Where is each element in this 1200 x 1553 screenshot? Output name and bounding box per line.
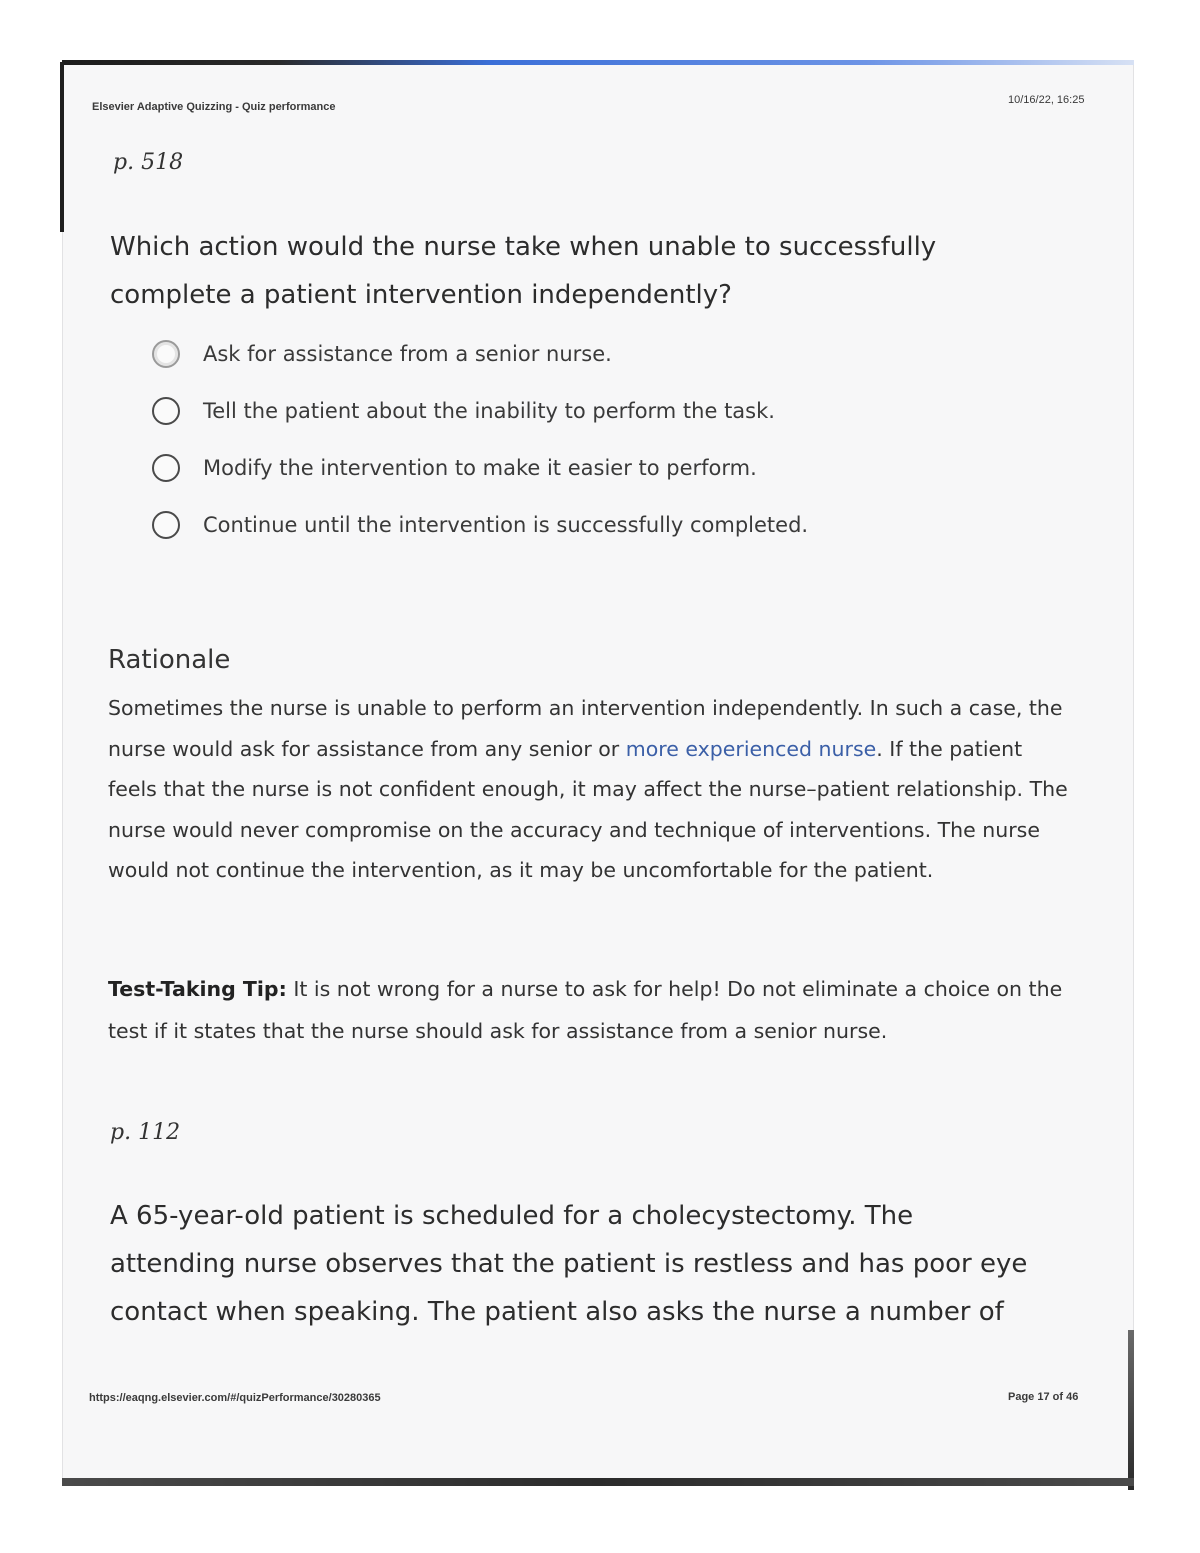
answer-option-label: Continue until the intervention is successfully completed. bbox=[203, 512, 809, 537]
answer-option-label: Tell the patient about the inability to perform the task. bbox=[203, 398, 775, 423]
answer-option[interactable] bbox=[152, 439, 808, 496]
print-footer-page-number: Page 17 of 46 bbox=[1008, 1391, 1079, 1403]
test-taking-tip-text: It is not wrong for a nurse to ask for help! Do not eliminate a choice on the test if it states that the nurse should ask for assistance from a senior nurse. bbox=[108, 977, 1063, 1043]
rationale-text bbox=[108, 688, 1073, 891]
test-taking-tip bbox=[108, 968, 1068, 1052]
answer-option-label: Modify the intervention to make it easier to perform. bbox=[203, 455, 757, 480]
answer-option[interactable] bbox=[152, 382, 808, 439]
question-text bbox=[110, 1192, 1070, 1336]
answer-option-label: Ask for assistance from a senior nurse. bbox=[203, 341, 612, 366]
paper-top-edge bbox=[62, 60, 1134, 65]
print-header-datetime: 10/16/22, 16:25 bbox=[1008, 94, 1085, 106]
page-reference: p. 518 bbox=[113, 150, 184, 175]
print-footer-url: https://eaqng.elsevier.com/#/quizPerformance/30280365 bbox=[89, 1392, 381, 1404]
radio-icon[interactable] bbox=[152, 397, 180, 425]
page-reference: p. 112 bbox=[110, 1120, 181, 1145]
answer-option[interactable] bbox=[152, 325, 808, 382]
question-line: contact when speaking. The patient also asks the nurse a number of bbox=[110, 1297, 1004, 1327]
rationale-text-part: . If the patient feels that the nurse is not confident enough, it may affect the nurse–patient relationship. The nurse would never compromise on the accuracy and technique of interventions. The nurse would not continue the intervention, as it may be uncomfortable for the patient. bbox=[108, 736, 1068, 882]
radio-icon[interactable] bbox=[152, 454, 180, 482]
test-taking-tip-label: Test-Taking Tip: bbox=[108, 977, 287, 1001]
question-line: attending nurse observes that the patient is restless and has poor eye bbox=[110, 1249, 1028, 1279]
question-line: complete a patient intervention independently? bbox=[110, 280, 732, 310]
answer-options bbox=[152, 325, 808, 553]
print-header-title: Elsevier Adaptive Quizzing - Quiz performance bbox=[92, 101, 336, 113]
radio-icon[interactable] bbox=[152, 340, 180, 368]
rationale-heading: Rationale bbox=[108, 645, 231, 675]
rationale-text-part: Sometimes the nurse is unable to perform an intervention independently. In such a case, the nurse would ask for assistance from any senior or bbox=[108, 696, 1063, 761]
question-text bbox=[110, 223, 1070, 319]
paper-right-edge bbox=[1128, 1330, 1134, 1490]
question-line: A 65-year-old patient is scheduled for a cholecystectomy. The bbox=[110, 1201, 914, 1231]
radio-icon[interactable] bbox=[152, 511, 180, 539]
paper-bottom-edge bbox=[62, 1478, 1134, 1486]
answer-option[interactable] bbox=[152, 496, 808, 553]
paper-left-edge bbox=[60, 62, 64, 232]
rationale-glossary-link[interactable]: more experienced nurse bbox=[625, 736, 877, 761]
question-line: Which action would the nurse take when unable to successfully bbox=[110, 232, 937, 262]
